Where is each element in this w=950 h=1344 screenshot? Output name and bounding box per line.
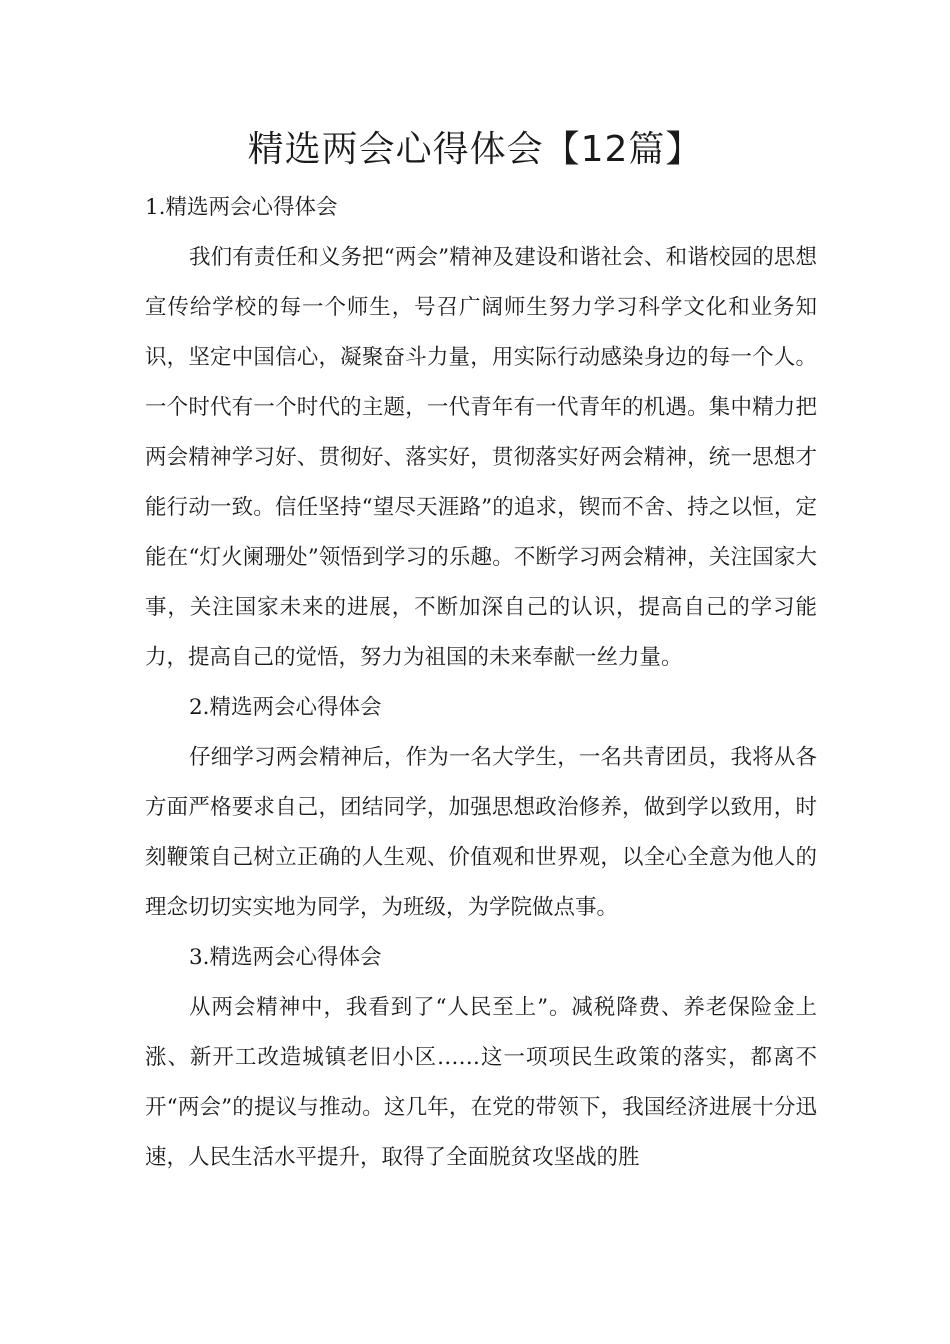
- section-paragraph-2: 仔细学习两会精神后，作为一名大学生，一名共青团员，我将从各方面严格要求自己，团结同学，加强思想政治修养，做到学以致用，时刻鞭策自己树立正确的人生观、价值观和世界观，以全心全意为他人的理念切切实实地为同学，为班级，为学院做点事。: [145, 745, 817, 920]
- document-title: 精选两会心得体会【12篇】: [247, 129, 703, 170]
- section-paragraph-3: 从两会精神中，我看到了“人民至上”。减税降费、养老保险金上涨、新开工改造城镇老旧小区……这一项项民生政策的落实，都离不开“两会”的提议与推动。这几年，在党的带领下，我国经济进展十分迅速，人民生活水平提升，取得了全面脱贫攻坚战的胜: [145, 995, 817, 1170]
- section-heading-2: 2.精选两会心得体会: [189, 695, 382, 720]
- section-heading-3: 3.精选两会心得体会: [189, 945, 382, 970]
- section-heading-1: 1.精选两会心得体会: [145, 195, 338, 220]
- document-body: [145, 183, 817, 1183]
- section-paragraph-1: 我们有责任和义务把“两会”精神及建设和谐社会、和谐校园的思想宣传给学校的每一个师生，号召广阔师生努力学习科学文化和业务知识，坚定中国信心，凝聚奋斗力量，用实际行动感染身边的每一个人。一个时代有一个时代的主题，一代青年有一代青年的机遇。集中精力把两会精神学习好、贯彻好、落实好，贯彻落实好两会精神，统一思想才能行动一致。信任坚持“望尽天涯路”的追求，锲而不舍、持之以恒，定能在“灯火阑珊处”领悟到学习的乐趣。不断学习两会精神，关注国家大事，关注国家未来的进展，不断加深自己的认识，提高自己的学习能力，提高自己的觉悟，努力为祖国的未来奉献一丝力量。: [145, 245, 817, 670]
